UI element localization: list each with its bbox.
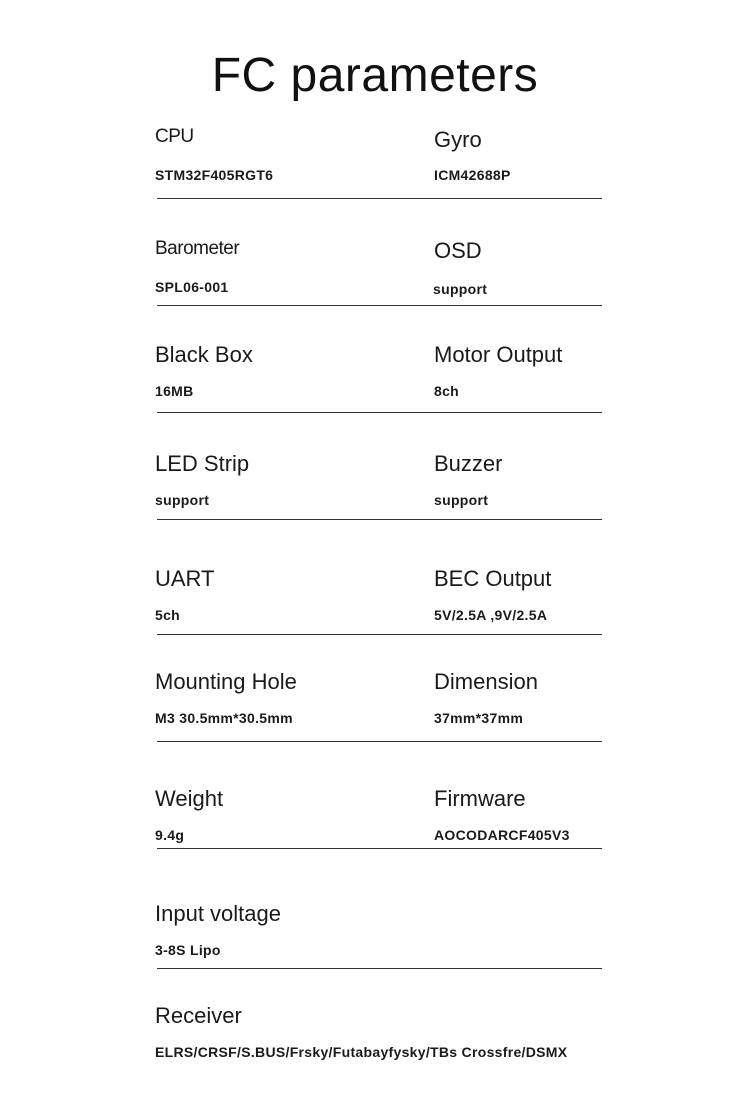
spec-value-uart: 5ch: [155, 607, 181, 623]
spec-label-uart: UART: [155, 566, 215, 591]
spec-value-dimension: 37mm*37mm: [434, 710, 524, 726]
divider: [157, 968, 602, 969]
spec-value-weight: 9.4g: [155, 827, 185, 843]
spec-label-osd: OSD: [434, 238, 482, 263]
spec-label-led-strip: LED Strip: [155, 451, 250, 476]
spec-label-gyro: Gyro: [434, 127, 482, 152]
divider: [157, 741, 602, 742]
page-title: FC parameters: [211, 49, 539, 102]
spec-value-mounting-hole: M3 30.5mm*30.5mm: [155, 710, 293, 726]
spec-value-led-strip: support: [155, 492, 210, 508]
divider: [157, 634, 602, 635]
spec-label-weight: Weight: [155, 786, 224, 811]
spec-value-cpu: STM32F405RGT6: [155, 167, 274, 183]
spec-label-barometer: Barometer: [155, 238, 240, 259]
spec-value-osd: support: [433, 281, 488, 297]
divider: [157, 519, 602, 520]
spec-value-motor-output: 8ch: [434, 383, 460, 399]
divider: [157, 412, 602, 413]
spec-value-barometer: SPL06-001: [155, 279, 229, 295]
spec-label-buzzer: Buzzer: [434, 451, 503, 476]
divider: [157, 848, 602, 849]
divider: [157, 198, 602, 199]
spec-label-black-box: Black Box: [155, 342, 253, 367]
spec-label-dimension: Dimension: [434, 669, 538, 694]
divider: [157, 305, 602, 306]
spec-value-black-box: 16MB: [155, 383, 194, 399]
spec-value-buzzer: support: [434, 492, 489, 508]
spec-label-mounting-hole: Mounting Hole: [155, 669, 297, 694]
spec-label-input-voltage: Input voltage: [155, 901, 281, 926]
spec-value-firmware: AOCODARCF405V3: [434, 827, 570, 843]
spec-value-input-voltage: 3-8S Lipo: [155, 942, 221, 958]
spec-value-receiver: ELRS/CRSF/S.BUS/Frsky/Futabayfysky/TBs Crossfre/DSMX: [155, 1044, 568, 1060]
spec-label-firmware: Firmware: [434, 786, 526, 811]
spec-label-cpu: CPU: [155, 126, 194, 147]
spec-value-bec-output: 5V/2.5A ,9V/2.5A: [434, 607, 548, 623]
spec-label-receiver: Receiver: [155, 1003, 242, 1028]
spec-label-bec-output: BEC Output: [434, 566, 552, 591]
spec-label-motor-output: Motor Output: [434, 342, 563, 367]
spec-value-gyro: ICM42688P: [434, 167, 511, 183]
